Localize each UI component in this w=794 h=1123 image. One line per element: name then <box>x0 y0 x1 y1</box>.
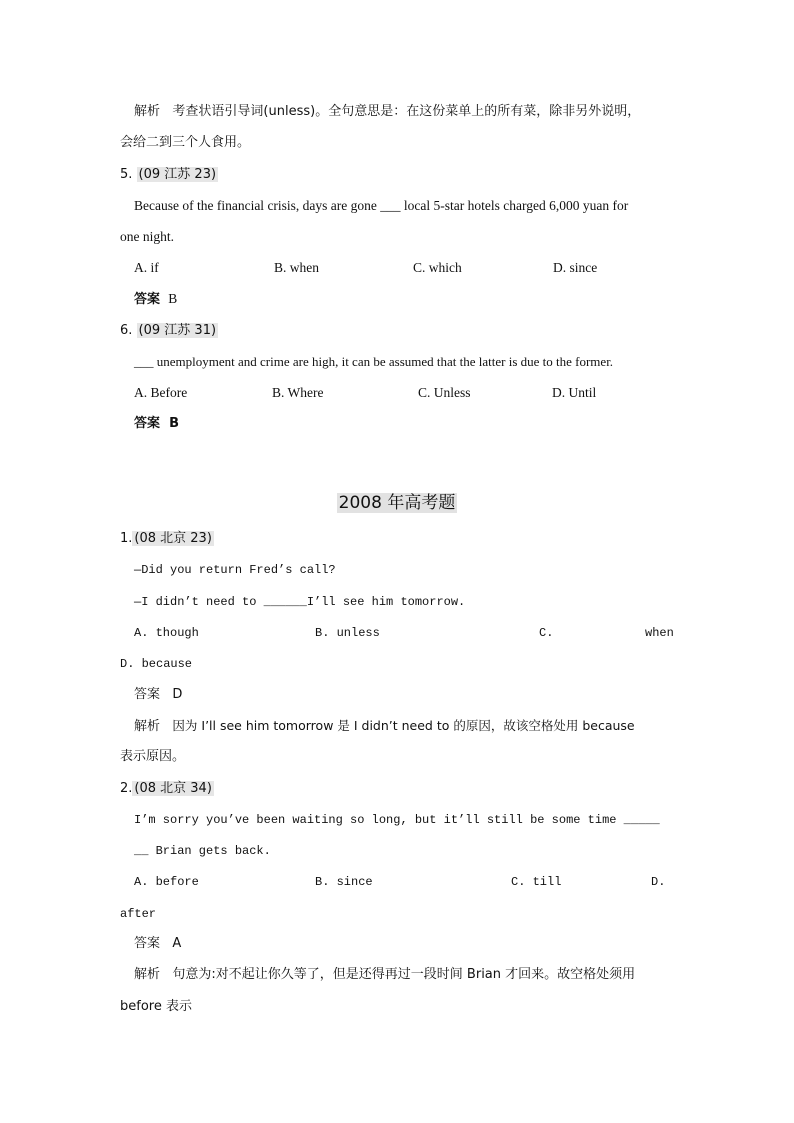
q1-options-row-1 <box>120 624 680 642</box>
analysis-label: 解析 <box>134 719 161 734</box>
option-a: A. though <box>134 626 199 640</box>
q6-options <box>134 384 694 402</box>
answer-label: 答案 <box>134 292 161 307</box>
option-d-text: after <box>120 907 157 921</box>
option-b: B. when <box>274 260 319 275</box>
question-source: (08 北京 23) <box>134 531 212 546</box>
question-number: 1. <box>120 531 133 546</box>
q6-stem-line-1: ___ unemployment and crime are high, it can be assumed that the latter is due to the former. <box>134 354 614 369</box>
option-c-text: when <box>645 626 674 640</box>
option-c: C. till <box>511 875 562 889</box>
option-c: C. which <box>413 260 462 275</box>
option-b: B. since <box>315 875 373 889</box>
question-source: (08 北京 34) <box>134 781 212 796</box>
answer-label: 答案 <box>134 687 161 702</box>
option-a: A. Before <box>134 385 188 400</box>
q5-options <box>134 259 694 277</box>
answer-label: 答案 <box>134 416 161 431</box>
question-source: (09 江苏 31) <box>138 323 217 338</box>
answer-label: 答案 <box>134 936 161 951</box>
q1-analysis-line-1 <box>134 717 635 736</box>
q2-answer <box>134 935 181 953</box>
q5-stem-line-2: one night. <box>120 229 174 244</box>
q1-dialogue-line-2: —I didn’t need to ______I’ll see him tomorrow. <box>134 595 466 609</box>
option-b: B. unless <box>315 626 380 640</box>
answer-value: B <box>169 416 179 431</box>
q2-analysis-line-2: before 表示 <box>120 999 192 1014</box>
analysis-label: 解析 <box>134 967 161 982</box>
option-c-letter: C. <box>539 626 554 640</box>
option-c: C. Unless <box>418 385 471 400</box>
q1-dialogue-line-1: —Did you return Fred’s call? <box>134 563 336 577</box>
q2-analysis-line-1 <box>134 966 635 984</box>
q1-header <box>120 530 214 548</box>
q4-analysis-line-1 <box>134 103 640 121</box>
analysis-text: 考查状语引导词(unless)。全句意思是：在这份菜单上的所有菜，除非另外说明， <box>172 104 641 119</box>
q4-analysis-line-2: 会给二到三个人食用。 <box>120 135 251 150</box>
q2-header <box>120 780 214 798</box>
q6-header <box>120 322 218 340</box>
q2-stem-line-1: I’m sorry you’ve been waiting so long, but it’ll still be some time _____ <box>134 813 660 827</box>
option-d: D. since <box>553 260 598 275</box>
q5-stem-line-1: Because of the financial crisis, days are gone ___ local 5-star hotels charged 6,000 yuan for <box>134 198 629 213</box>
question-number: 6. <box>120 323 133 338</box>
option-b: B. Where <box>272 385 324 400</box>
answer-value: D <box>172 687 183 702</box>
analysis-text: 句意为:对不起让你久等了，但是还得再过一段时间 Brian 才回来。故空格处须用 <box>172 967 636 982</box>
answer-value: B <box>168 291 178 306</box>
question-source: (09 江苏 23) <box>138 167 217 182</box>
option-d-letter: D. <box>651 875 666 889</box>
analysis-text: 因为 I’ll see him tomorrow 是 I didn’t need to 的原因，故该空格处用 because <box>172 718 635 733</box>
q5-answer <box>134 290 177 309</box>
option-a: A. if <box>134 260 159 275</box>
option-d: D. Until <box>552 385 597 400</box>
q5-header <box>120 166 218 184</box>
question-number: 5. <box>120 167 133 182</box>
section-heading <box>0 492 794 514</box>
answer-value: A <box>172 936 182 951</box>
option-d: D. because <box>120 657 193 671</box>
q2-stem-line-2: __ Brian gets back. <box>134 844 271 858</box>
q1-analysis-line-2: 表示原因。 <box>120 749 186 764</box>
section-heading-text: 2008 年高考题 <box>338 493 456 513</box>
option-a: A. before <box>134 875 199 889</box>
q1-answer <box>134 686 182 704</box>
q2-options-row-1 <box>120 873 680 891</box>
question-number: 2. <box>120 781 133 796</box>
q6-answer <box>134 415 179 433</box>
analysis-label: 解析 <box>134 104 161 119</box>
